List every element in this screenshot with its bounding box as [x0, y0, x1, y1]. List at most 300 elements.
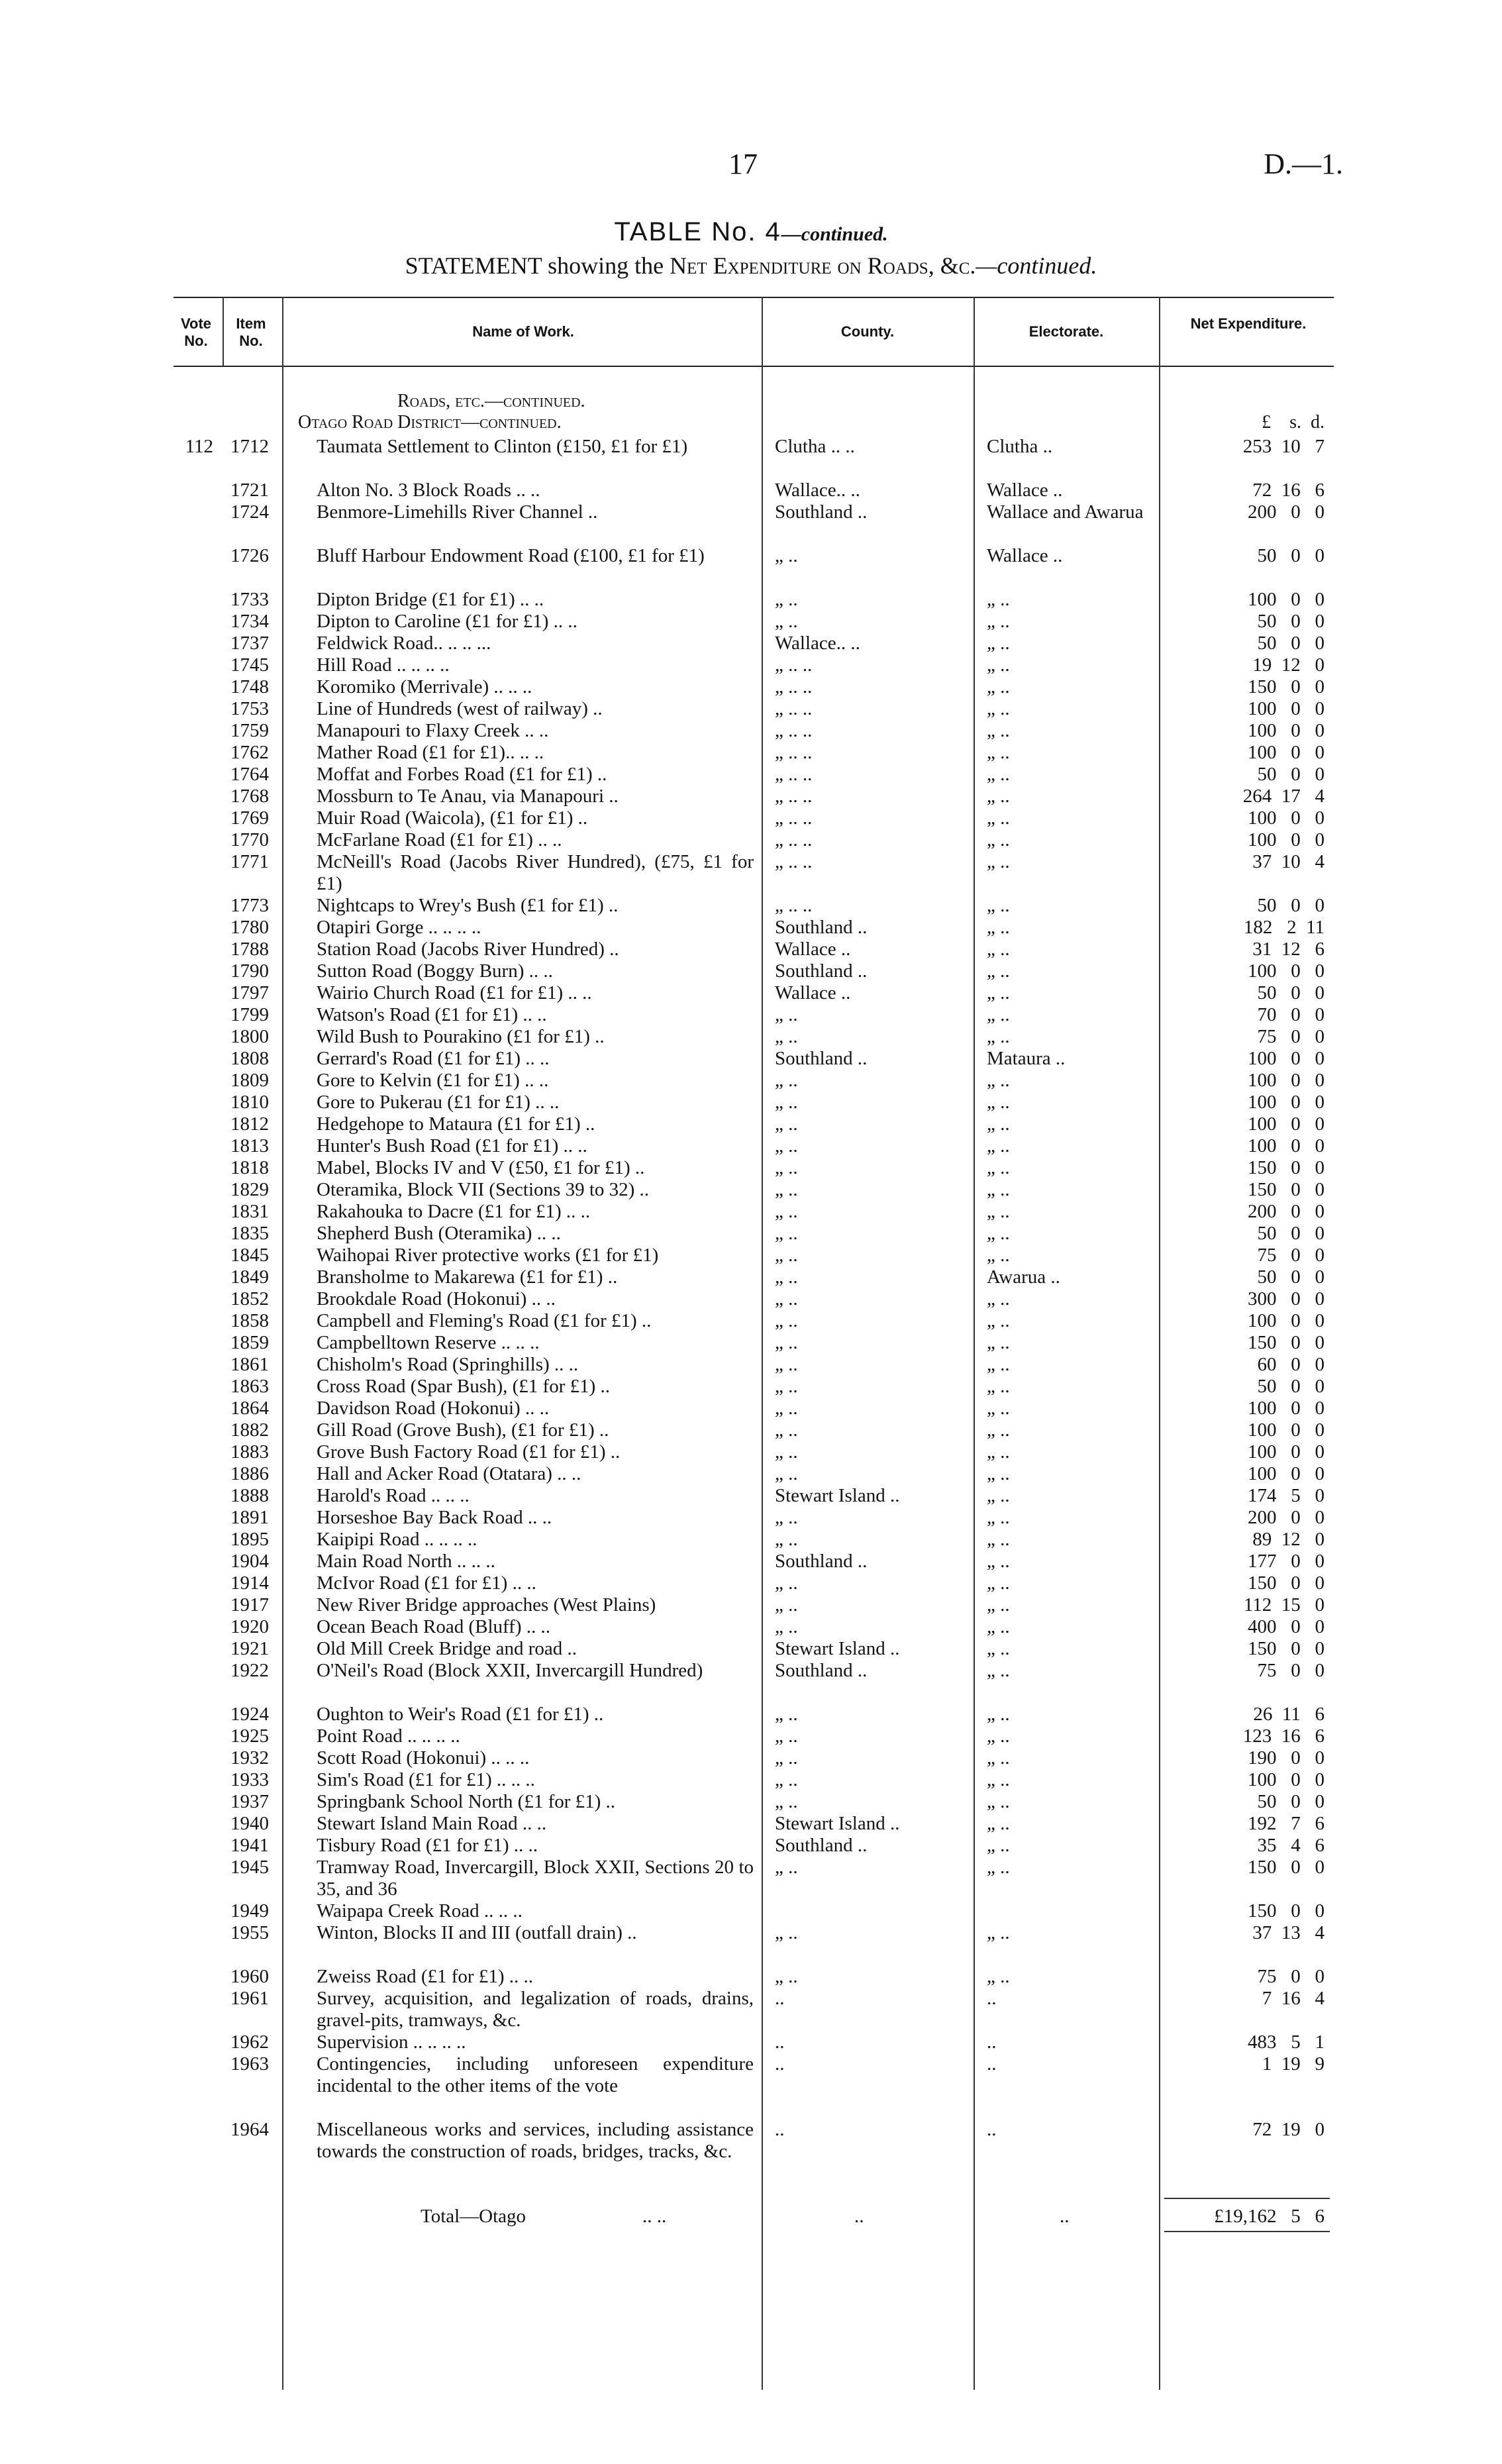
county-cell: „ ..	[775, 1201, 798, 1222]
county-cell: Wallace ..	[775, 939, 851, 960]
work-name: Rakahouka to Dacre (£1 for £1) .. ..	[317, 1201, 591, 1222]
county-cell: „ .. ..	[775, 698, 813, 719]
work-name: Old Mill Creek Bridge and road ..	[317, 1638, 577, 1659]
item-number: 1961	[230, 1988, 269, 2009]
county-cell: „ ..	[775, 1266, 798, 1288]
work-name: McIvor Road (£1 for £1) .. ..	[317, 1572, 536, 1594]
net-expenditure: 50 0 0	[1257, 1376, 1325, 1397]
electorate-cell: „ ..	[987, 982, 1010, 1003]
item-number: 1863	[230, 1376, 269, 1397]
net-expenditure: 75 0 0	[1257, 1245, 1325, 1266]
county-cell: „ ..	[775, 545, 798, 566]
electorate-cell: ..	[987, 2119, 997, 2140]
net-expenditure: 112 15 0	[1243, 1594, 1325, 1616]
section-roads: Roads, etc.—continued.	[397, 391, 585, 411]
county-cell: Southland ..	[775, 1551, 868, 1572]
item-number: 1813	[230, 1135, 269, 1156]
electorate-cell: Wallace and Awarua	[987, 501, 1144, 523]
net-expenditure: 7 16 4	[1262, 1988, 1325, 2009]
item-number: 1737	[230, 633, 269, 654]
electorate-cell: „ ..	[987, 1922, 1010, 1943]
item-number: 1809	[230, 1070, 269, 1091]
net-expenditure: 100 0 0	[1248, 1463, 1325, 1484]
county-cell: „ .. ..	[775, 742, 813, 763]
work-name: Hill Road .. .. .. ..	[317, 654, 450, 676]
electorate-cell: „ ..	[987, 1616, 1010, 1637]
county-cell: „ .. ..	[775, 764, 813, 785]
county-cell: „ ..	[775, 1092, 798, 1113]
net-expenditure: 123 16 6	[1242, 1725, 1325, 1747]
electorate-cell: „ ..	[987, 676, 1010, 697]
work-name: Tramway Road, Invercargill, Block XXII, Sections 20 to 35, and 36	[317, 1857, 754, 1900]
county-cell: „ ..	[775, 1769, 798, 1790]
work-name: Zweiss Road (£1 for £1) .. ..	[317, 1966, 534, 1987]
table-title-text: TABLE No. 4	[614, 217, 781, 246]
item-number: 1904	[230, 1551, 269, 1572]
table-title-continued: —continued.	[781, 223, 888, 245]
electorate-cell: „ ..	[987, 1660, 1010, 1681]
electorate-cell: „ ..	[987, 917, 1010, 938]
net-expenditure: 100 0 0	[1248, 1419, 1325, 1441]
county-cell: „ ..	[775, 1288, 798, 1309]
currency-header: £ s. d.	[1262, 412, 1325, 433]
net-expenditure: 200 0 0	[1248, 1201, 1325, 1222]
work-name: Dipton to Caroline (£1 for £1) .. ..	[317, 611, 577, 632]
work-name: Stewart Island Main Road .. ..	[317, 1813, 547, 1834]
work-name: Tisbury Road (£1 for £1) .. ..	[317, 1835, 538, 1856]
net-expenditure: 50 0 0	[1257, 545, 1325, 566]
electorate-cell: „ ..	[987, 654, 1010, 676]
electorate-cell: „ ..	[987, 1769, 1010, 1790]
electorate-cell: „ ..	[987, 720, 1010, 741]
electorate-cell: „ ..	[987, 1004, 1010, 1025]
work-name: Line of Hundreds (west of railway) ..	[317, 698, 603, 719]
total-top-rule	[1164, 2198, 1330, 2199]
net-expenditure: 400 0 0	[1248, 1616, 1325, 1637]
item-number: 1799	[230, 1004, 269, 1025]
net-expenditure: 100 0 0	[1248, 1398, 1325, 1419]
work-name: Wairio Church Road (£1 for £1) .. ..	[317, 982, 592, 1003]
work-name: O'Neil's Road (Block XXII, Invercargill Hundred)	[317, 1660, 703, 1681]
county-cell: ..	[775, 2119, 785, 2140]
work-name: Alton No. 3 Block Roads .. ..	[317, 480, 540, 501]
electorate-cell: „ ..	[987, 1245, 1010, 1266]
county-cell: Southland ..	[775, 960, 868, 982]
net-expenditure: 150 0 0	[1248, 1332, 1325, 1353]
net-expenditure: 75 0 0	[1257, 1026, 1325, 1047]
work-name: Koromiko (Merrivale) .. .. ..	[317, 676, 532, 697]
work-name: Gore to Kelvin (£1 for £1) .. ..	[317, 1070, 549, 1091]
vote-cell: 112	[185, 436, 213, 457]
item-number: 1759	[230, 720, 269, 741]
work-name: Point Road .. .. .. ..	[317, 1725, 460, 1747]
total-label: Total—Otago	[421, 2206, 526, 2227]
work-name: Miscellaneous works and services, including assistance towards the construction of roads, bridges, tracks, &c.	[317, 2119, 754, 2162]
county-cell: „ ..	[775, 1070, 798, 1091]
work-name: Davidson Road (Hokonui) .. ..	[317, 1398, 550, 1419]
county-cell: Wallace.. ..	[775, 633, 860, 654]
work-name: Main Road North .. .. ..	[317, 1551, 495, 1572]
work-name: Muir Road (Waicola), (£1 for £1) ..	[317, 807, 588, 829]
county-cell: „ ..	[775, 1747, 798, 1769]
net-expenditure: 200 0 0	[1248, 501, 1325, 523]
item-number: 1831	[230, 1201, 269, 1222]
work-name: Ocean Beach Road (Bluff) .. ..	[317, 1616, 550, 1637]
total-bottom-rule	[1164, 2231, 1330, 2232]
work-name: Mossburn to Te Anau, via Manapouri ..	[317, 786, 619, 807]
work-name: Gore to Pukerau (£1 for £1) .. ..	[317, 1092, 560, 1113]
electorate-cell: „ ..	[987, 1747, 1010, 1769]
electorate-cell: „ ..	[987, 1223, 1010, 1244]
work-name: Supervision .. .. .. ..	[317, 2031, 466, 2053]
net-expenditure: 100 0 0	[1248, 829, 1325, 850]
col-rule-vote	[223, 297, 224, 366]
electorate-cell: „ ..	[987, 1332, 1010, 1353]
work-name: Mabel, Blocks IV and V (£50, £1 for £1) ..	[317, 1157, 645, 1178]
col-header-electorate: Electorate.	[1028, 323, 1104, 340]
item-number: 1940	[230, 1813, 269, 1834]
col-rule-electorate	[1159, 297, 1160, 2390]
item-number: 1917	[230, 1594, 269, 1616]
item-number: 1769	[230, 807, 269, 829]
item-number: 1734	[230, 611, 269, 632]
electorate-cell: „ ..	[987, 1135, 1010, 1156]
item-number: 1861	[230, 1354, 269, 1375]
county-cell: Southland ..	[775, 1660, 868, 1681]
net-expenditure: 100 0 0	[1248, 589, 1325, 610]
net-expenditure: 150 0 0	[1248, 1157, 1325, 1178]
item-number: 1914	[230, 1572, 269, 1594]
col-rule-item	[282, 297, 283, 2390]
electorate-cell: „ ..	[987, 1966, 1010, 1987]
county-cell: „ .. ..	[775, 851, 813, 872]
electorate-cell: „ ..	[987, 611, 1010, 632]
total-amount: £19,162 5 6	[1214, 2206, 1325, 2227]
col-header-county: County.	[840, 323, 895, 340]
electorate-cell: Clutha ..	[987, 436, 1053, 457]
net-expenditure: 100 0 0	[1248, 1048, 1325, 1069]
item-number: 1883	[230, 1441, 269, 1463]
county-cell: „ ..	[775, 1966, 798, 1987]
electorate-cell: „ ..	[987, 1310, 1010, 1331]
col-header-net: Net Expenditure.	[1190, 315, 1307, 332]
county-cell: „ ..	[775, 1857, 798, 1878]
electorate-cell: Mataura ..	[987, 1048, 1066, 1069]
work-name: Scott Road (Hokonui) .. .. ..	[317, 1747, 530, 1769]
item-number: 1808	[230, 1048, 269, 1069]
electorate-cell: „ ..	[987, 1572, 1010, 1594]
county-cell: Southland ..	[775, 917, 868, 938]
net-expenditure: 50 0 0	[1257, 764, 1325, 785]
work-name: Horseshoe Bay Back Road .. ..	[317, 1507, 552, 1528]
net-expenditure: 75 0 0	[1257, 1660, 1325, 1681]
item-number: 1859	[230, 1332, 269, 1353]
electorate-cell: „ ..	[987, 589, 1010, 610]
net-expenditure: 37 10 4	[1252, 851, 1325, 872]
work-name: Campbell and Fleming's Road (£1 for £1) ..	[317, 1310, 652, 1331]
work-name: Otapiri Gorge .. .. .. ..	[317, 917, 481, 938]
net-expenditure: 190 0 0	[1248, 1747, 1325, 1769]
county-cell: „ ..	[775, 1725, 798, 1747]
county-cell: ..	[775, 2053, 785, 2075]
col-header-item: Item No.	[236, 315, 266, 349]
net-expenditure: 50 0 0	[1257, 1791, 1325, 1812]
county-cell: Southland ..	[775, 1048, 868, 1069]
electorate-cell: „ ..	[987, 895, 1010, 916]
electorate-cell: Wallace ..	[987, 480, 1063, 501]
item-number: 1790	[230, 960, 269, 982]
work-name: Chisholm's Road (Springhills) .. ..	[317, 1354, 579, 1375]
county-cell: „ ..	[775, 1529, 798, 1550]
item-number: 1963	[230, 2053, 269, 2075]
county-cell: Wallace ..	[775, 982, 851, 1003]
work-name: Gerrard's Road (£1 for £1) .. ..	[317, 1048, 550, 1069]
work-name: Mather Road (£1 for £1).. .. ..	[317, 742, 544, 763]
item-number: 1949	[230, 1900, 269, 1922]
county-cell: „ ..	[775, 1398, 798, 1419]
net-expenditure: 50 0 0	[1257, 1266, 1325, 1288]
net-expenditure: 26 11 6	[1253, 1704, 1325, 1725]
item-number: 1721	[230, 480, 269, 501]
item-number: 1932	[230, 1747, 269, 1769]
net-expenditure: 200 0 0	[1248, 1507, 1325, 1528]
county-cell: „ ..	[775, 1463, 798, 1484]
electorate-cell: „ ..	[987, 1419, 1010, 1441]
county-cell: „ ..	[775, 1135, 798, 1156]
net-expenditure: 150 0 0	[1248, 1638, 1325, 1659]
work-name: Kaipipi Road .. .. .. ..	[317, 1529, 477, 1550]
net-expenditure: 100 0 0	[1248, 742, 1325, 763]
county-cell: „ ..	[775, 1791, 798, 1812]
electorate-cell: „ ..	[987, 1179, 1010, 1200]
county-cell: „ .. ..	[775, 786, 813, 807]
net-expenditure: 253 10 7	[1242, 436, 1325, 457]
electorate-cell: „ ..	[987, 1704, 1010, 1725]
county-cell: „ ..	[775, 1507, 798, 1528]
electorate-cell: „ ..	[987, 1092, 1010, 1113]
net-expenditure: 100 0 0	[1248, 1070, 1325, 1091]
work-name: Winton, Blocks II and III (outfall drain) ..	[317, 1922, 637, 1943]
county-cell: „ ..	[775, 1026, 798, 1047]
electorate-cell: „ ..	[987, 698, 1010, 719]
item-number: 1852	[230, 1288, 269, 1309]
electorate-cell: „ ..	[987, 1376, 1010, 1397]
net-expenditure: 100 0 0	[1248, 960, 1325, 982]
electorate-cell: „ ..	[987, 1288, 1010, 1309]
county-cell: „ ..	[775, 1113, 798, 1135]
col-rule-name	[762, 297, 763, 2390]
item-number: 1962	[230, 2031, 269, 2053]
county-cell: „ ..	[775, 1354, 798, 1375]
work-name: Hall and Acker Road (Otatara) .. ..	[317, 1463, 581, 1484]
net-expenditure: 50 0 0	[1257, 1223, 1325, 1244]
net-expenditure: 50 0 0	[1257, 895, 1325, 916]
item-number: 1726	[230, 545, 269, 566]
electorate-cell: „ ..	[987, 1463, 1010, 1484]
work-name: Hedgehope to Mataura (£1 for £1) ..	[317, 1113, 595, 1135]
county-cell: „ .. ..	[775, 676, 813, 697]
item-number: 1920	[230, 1616, 269, 1637]
county-cell: „ ..	[775, 1419, 798, 1441]
work-name: New River Bridge approaches (West Plains)	[317, 1594, 656, 1616]
item-number: 1780	[230, 917, 269, 938]
net-expenditure: 72 16 6	[1252, 480, 1325, 501]
item-number: 1764	[230, 764, 269, 785]
net-expenditure: 100 0 0	[1248, 1310, 1325, 1331]
table-title	[0, 217, 1502, 247]
electorate-cell: „ ..	[987, 1725, 1010, 1747]
col-rule-county	[974, 297, 975, 2390]
county-cell: „ ..	[775, 1572, 798, 1594]
item-number: 1773	[230, 895, 269, 916]
work-name: Nightcaps to Wrey's Bush (£1 for £1) ..	[317, 895, 619, 916]
item-number: 1762	[230, 742, 269, 763]
item-number: 1858	[230, 1310, 269, 1331]
net-expenditure: 19 12 0	[1252, 654, 1325, 676]
work-name: Watson's Road (£1 for £1) .. ..	[317, 1004, 547, 1025]
net-expenditure: 150 0 0	[1248, 1857, 1325, 1878]
electorate-cell: „ ..	[987, 1594, 1010, 1616]
electorate-cell: „ ..	[987, 829, 1010, 850]
county-cell: „ ..	[775, 611, 798, 632]
net-expenditure: 150 0 0	[1248, 1900, 1325, 1922]
county-cell: „ ..	[775, 1616, 798, 1637]
work-name: Grove Bush Factory Road (£1 for £1) ..	[317, 1441, 621, 1463]
col-header-name: Name of Work.	[472, 323, 574, 340]
county-cell: „ ..	[775, 1922, 798, 1943]
county-cell: „ ..	[775, 1245, 798, 1266]
item-number: 1922	[230, 1660, 269, 1681]
electorate-cell: „ ..	[987, 807, 1010, 829]
electorate-cell: „ ..	[987, 1070, 1010, 1091]
county-cell: Southland ..	[775, 1835, 868, 1856]
item-number: 1829	[230, 1179, 269, 1200]
net-expenditure: 70 0 0	[1257, 1004, 1325, 1025]
item-number: 1768	[230, 786, 269, 807]
county-cell: Stewart Island ..	[775, 1813, 900, 1834]
electorate-cell: „ ..	[987, 764, 1010, 785]
work-name: Bluff Harbour Endowment Road (£100, £1 for £1)	[317, 545, 705, 566]
district-heading	[298, 412, 562, 433]
electorate-cell: „ ..	[987, 1813, 1010, 1834]
county-cell: Clutha .. ..	[775, 436, 855, 457]
net-expenditure: 174 5 0	[1248, 1485, 1325, 1506]
electorate-cell: „ ..	[987, 1398, 1010, 1419]
electorate-cell: „ ..	[987, 742, 1010, 763]
work-name: Cross Road (Spar Bush), (£1 for £1) ..	[317, 1376, 611, 1397]
work-name: Gill Road (Grove Bush), (£1 for £1) ..	[317, 1419, 609, 1441]
county-cell: Stewart Island ..	[775, 1638, 900, 1659]
work-name: Benmore-Limehills River Channel ..	[317, 501, 598, 523]
county-cell: „ ..	[775, 1594, 798, 1616]
item-number: 1745	[230, 654, 269, 676]
page-reference: D.—1.	[1264, 148, 1343, 180]
net-expenditure: 177 0 0	[1248, 1551, 1325, 1572]
total-electorate: ..	[1060, 2206, 1070, 2227]
work-name: Sim's Road (£1 for £1) .. .. ..	[317, 1769, 535, 1790]
county-cell: Stewart Island ..	[775, 1485, 900, 1506]
work-name: Waihopai River protective works (£1 for £1)	[317, 1245, 659, 1266]
electorate-cell: „ ..	[987, 1201, 1010, 1222]
electorate-cell: Wallace ..	[987, 545, 1063, 566]
electorate-cell: „ ..	[987, 1507, 1010, 1528]
item-number: 1753	[230, 698, 269, 719]
work-name: Taumata Settlement to Clinton (£150, £1 for £1)	[317, 436, 688, 457]
net-expenditure: 300 0 0	[1248, 1288, 1325, 1309]
work-name: Harold's Road .. .. ..	[317, 1485, 470, 1506]
electorate-cell: „ ..	[987, 1157, 1010, 1178]
work-name: Manapouri to Flaxy Creek .. ..	[317, 720, 549, 741]
total-county: ..	[854, 2206, 864, 2227]
work-name: Waipapa Creek Road .. .. ..	[317, 1900, 523, 1922]
item-number: 1835	[230, 1223, 269, 1244]
total-dots: .. ..	[642, 2206, 667, 2227]
electorate-cell: „ ..	[987, 851, 1010, 872]
electorate-cell: „ ..	[987, 1354, 1010, 1375]
net-expenditure: 50 0 0	[1257, 611, 1325, 632]
county-cell: „ .. ..	[775, 829, 813, 850]
county-cell: ..	[775, 2031, 785, 2053]
work-name: Station Road (Jacobs River Hundred) ..	[317, 939, 619, 960]
statement-prefix: STATEMENT showing the	[405, 252, 670, 279]
item-number: 1925	[230, 1725, 269, 1747]
work-name: Survey, acquisition, and legalization of roads, drains, gravel-pits, tramways, &c.	[317, 1988, 754, 2031]
electorate-cell: „ ..	[987, 960, 1010, 982]
section-heading	[397, 391, 585, 412]
item-number: 1895	[230, 1529, 269, 1550]
item-number: 1941	[230, 1835, 269, 1856]
item-number: 1945	[230, 1857, 269, 1878]
net-expenditure: 100 0 0	[1248, 1441, 1325, 1463]
net-expenditure: 100 0 0	[1248, 1092, 1325, 1113]
work-name: McNeill's Road (Jacobs River Hundred), (£75, £1 for £1)	[317, 851, 754, 894]
page-number: 17	[728, 148, 758, 180]
item-number: 1937	[230, 1791, 269, 1812]
work-name: Hunter's Bush Road (£1 for £1) .. ..	[317, 1135, 587, 1156]
work-name: Bransholme to Makarewa (£1 for £1) ..	[317, 1266, 618, 1288]
work-name: Campbelltown Reserve .. .. ..	[317, 1332, 540, 1353]
item-number: 1797	[230, 982, 269, 1003]
electorate-cell: „ ..	[987, 1551, 1010, 1572]
county-cell: Wallace.. ..	[775, 480, 860, 501]
electorate-cell: „ ..	[987, 1638, 1010, 1659]
net-expenditure: 1 19 9	[1262, 2053, 1325, 2075]
work-name: Contingencies, including unforeseen expenditure incidental to the other items of the vote	[317, 2053, 754, 2096]
electorate-cell: Awarua ..	[987, 1266, 1060, 1288]
county-cell: Southland ..	[775, 501, 868, 523]
net-expenditure: 60 0 0	[1257, 1354, 1325, 1375]
county-cell: „ .. ..	[775, 720, 813, 741]
net-expenditure: 31 12 6	[1252, 939, 1325, 960]
county-cell: „ ..	[775, 1441, 798, 1463]
county-cell: „ ..	[775, 1376, 798, 1397]
net-expenditure: 37 13 4	[1252, 1922, 1325, 1943]
county-cell: „ ..	[775, 1310, 798, 1331]
work-name: Feldwick Road.. .. .. ...	[317, 633, 491, 654]
item-number: 1921	[230, 1638, 269, 1659]
county-cell: „ .. ..	[775, 654, 813, 676]
item-number: 1964	[230, 2119, 269, 2140]
electorate-cell: ..	[987, 1988, 997, 2009]
item-number: 1924	[230, 1704, 269, 1725]
statement-caps: Net Expenditure on Roads, &c.	[670, 252, 976, 279]
item-number: 1733	[230, 589, 269, 610]
county-cell: „ ..	[775, 1704, 798, 1725]
work-name: McFarlane Road (£1 for £1) .. ..	[317, 829, 562, 850]
electorate-cell: „ ..	[987, 1857, 1010, 1878]
item-number: 1724	[230, 501, 269, 523]
item-number: 1888	[230, 1485, 269, 1506]
